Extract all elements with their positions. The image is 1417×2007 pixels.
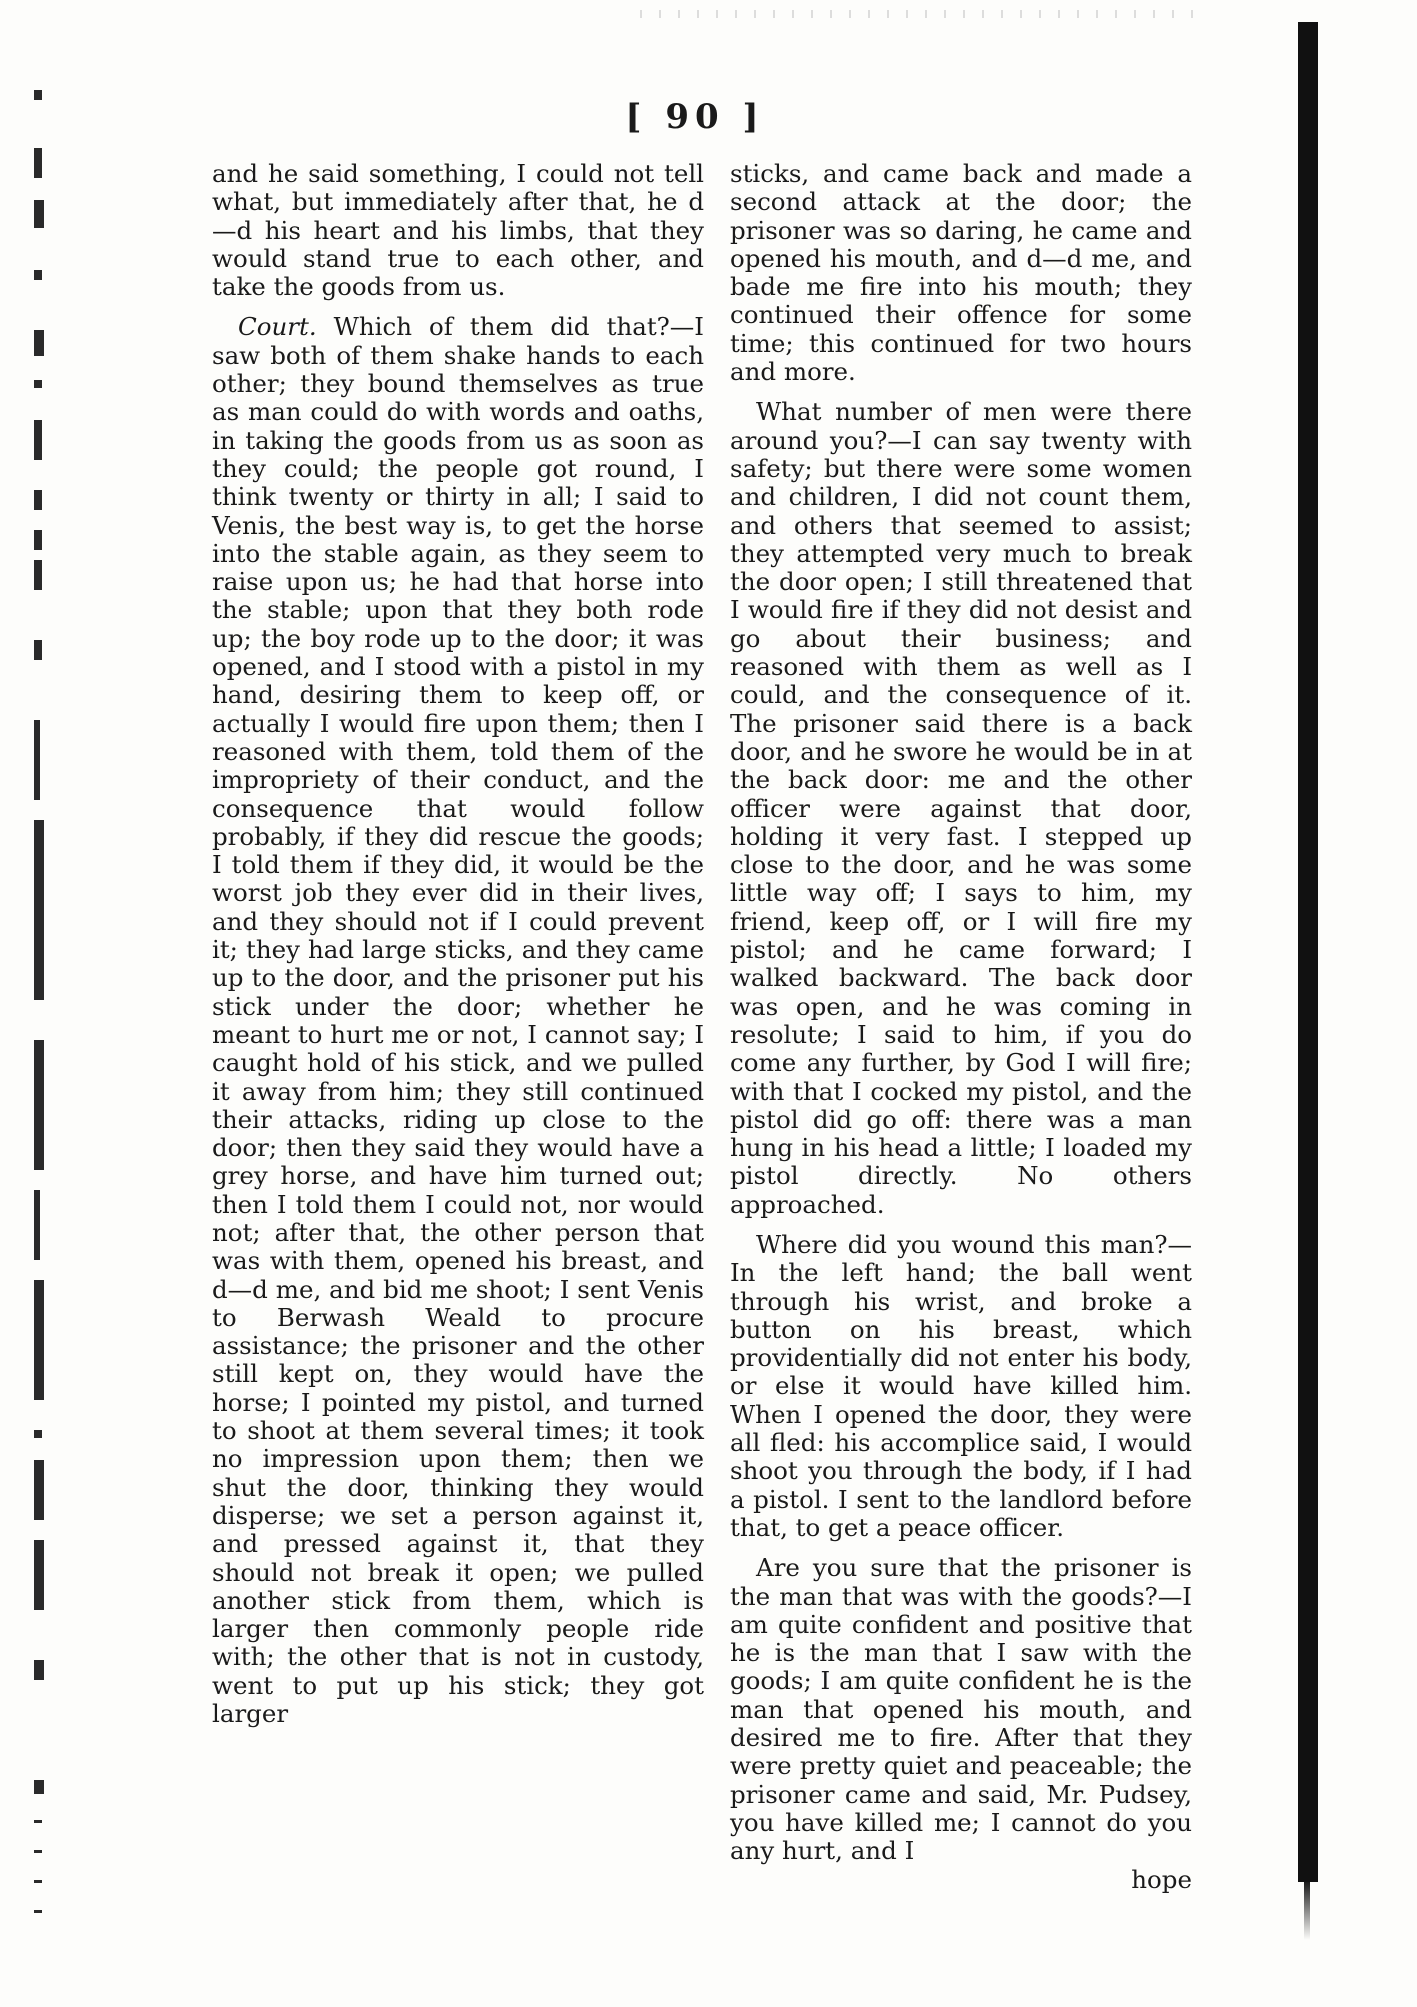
right-column [730, 160, 1192, 1894]
catchword: hope [1131, 1864, 1192, 1894]
speaker-label: Court. [238, 312, 317, 342]
binding-edge-bar [1298, 22, 1318, 1882]
left-paragraph-2-text: Which of them did that?—I saw both of them shake hands to each other; they bound themselves as true as man could do with words and oaths, in taking the goods from us as soon as they could; the people got round, I think twenty or thirty in all; I said to Venis, the best way is, to get the horse into the stable again, as they seem to raise upon us; he had that horse into the stable; upon that they both rode up; the boy rode up to the door; it was opened, and I stood with a pistol in my hand, desiring them to keep off, or actually I would fire upon them; then I reasoned with them, told them of the impropriety of their conduct, and the consequence that would follow probably, if they did rescue the goods; I told them if they did, it would be the worst job they ever did in their lives, and they should not if I could prevent it; they had large sticks, and they came up to the door, and the prisoner put his stick under the door; whether he meant to hurt me or not, I cannot say; I caught hold of his stick, and we pulled it away from him; they still continued their attacks, riding up close to the door; then they said they would have a grey horse, and have him turned out; then I told them I could not, nor would not; after that, the other person that was with them, opened his breast, and d—d me, and bid me shoot; I sent Venis to Berwash Weald to procure assistance; the prisoner and the other still kept on, they would have the horse; I pointed my pistol, and turned to shoot at them several times; it took no impression upon them; then we shut the door, thinking they would disperse; we set a person against it, and pressed against it, that they should not break it open; we pulled another stick from them, which is larger then commonly people ride with; the other that is not in custody, went to put up his stick; they got larger [212, 312, 704, 1729]
binding-edge-fade [1304, 1880, 1310, 1940]
scan-speckle [640, 10, 1200, 18]
gutter-marks [28, 80, 52, 1960]
right-paragraph-4: Are you sure that the prisoner is the man that was with the goods?—I am quite confident and positive that he is the man that I saw with the goods; I am quite confident he is the man that opened his mouth, and desired me to fire. After that they were pretty quiet and peaceable; the prisoner came and said, Mr. Pudsey, you have killed me; I cannot do you any hurt, and I [730, 1553, 1192, 1866]
left-paragraph-1: and he said something, I could not tell what, but immediately after that, he d—d his heart and his limbs, that they would stand true to each other, and take the goods from us. [212, 159, 704, 302]
right-paragraph-1: sticks, and came back and made a second attack at the door; the prisoner was so daring, he came and opened his mouth, and d—d me, and bade me fire into his mouth; they continued their offence for some time; this continued for two hours and more. [730, 159, 1192, 387]
left-column [212, 160, 704, 1728]
right-paragraph-2: What number of men were there around you?—I can say twenty with safety; but there were some women and children, I did not count them, and others that seemed to assist; they attempted very much to break the door open; I still threatened that I would fire if they did not desist and go about their business; and reasoned with them as well as I could, and the consequence of it. The prisoner said there is a back door, and he swore he would be in at the back door: me and the other officer were against that door, holding it very fast. I stepped up close to the door, and he was some little way off; I says to him, my friend, keep off, or I will fire my pistol; and he came forward; I walked backward. The back door was open, and he was coming in resolute; I said to him, if you do come any further, by God I will fire; with that I cocked my pistol, and the pistol did go off: there was a man hung in his head a little; I loaded my pistol directly. No others approached. [730, 397, 1192, 1219]
right-paragraph-3: Where did you wound this man?—In the left hand; the ball went through his wrist, and broke a button on his breast, which providentially did not enter his body, or else it would have killed him. When I opened the door, they were all fled: his accomplice said, I would shoot you through the body, if I had a pistol. I sent to the landlord before that, to get a peace officer. [730, 1229, 1192, 1542]
page-number: [ 90 ] [625, 97, 765, 137]
left-paragraph-2 [212, 313, 704, 1728]
